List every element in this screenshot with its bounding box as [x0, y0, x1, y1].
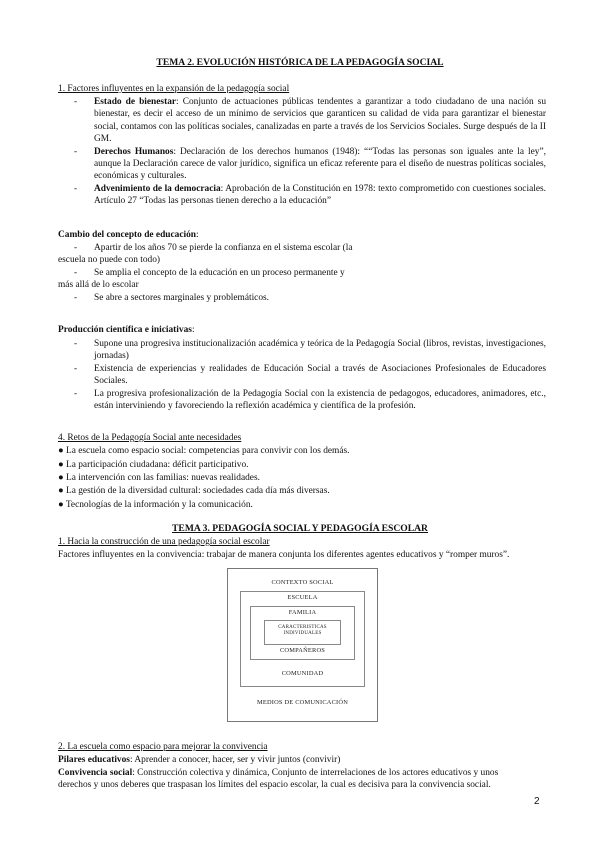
diagram-label-caracteristicas: CARACTERISTICAS — [278, 625, 327, 630]
tema2-title: TEMA 2. EVOLUCIÓN HISTÓRICA DE LA PEDAGOGÍA SOCIAL — [156, 57, 444, 68]
page-number: 2 — [534, 796, 540, 807]
diagram-label-individuales: INDIVIDUALES — [283, 631, 322, 636]
tema3-sec1-heading: 1. Hacia la construcción de una pedagogía social escolar — [58, 537, 270, 547]
list-item: - Derechos Humanos: Declaración de los derechos humanos (1948): ““Todas las personas son iguales ante la ley”, aunque la Declaración carece de valor jurídico, significa un eficaz referente para el diseño de nuestras políticas sociales, económicas y culturales. — [74, 146, 546, 182]
list-item: - La progresiva profesionalización de la Pedagogía Social con la existencia de pedagogos, educadores, animadores, etc., están interviniendo y favoreciendo la reflexión académica y científica de la profesión. — [74, 388, 546, 412]
list-item: ● La participación ciudadana: déficit participativo. — [58, 460, 249, 470]
item-text: : Declaración de los derechos humanos (1948): ““Todas las personas son iguales ante la ley”, aunque la Declaración carece de valor jurídico, significa un eficaz referente para el diseño de nuestras políticas sociales, económicas y culturales. — [94, 146, 546, 182]
convivencia-diagram — [227, 568, 378, 722]
tema2-sec1-list — [58, 96, 546, 208]
tema2-sec1-heading: 1. Factores influyentes en la expansión de la pedagogía social — [58, 84, 290, 94]
item-bold: Estado de bienestar — [94, 97, 177, 107]
list-item: - Estado de bienestar: Conjunto de actuaciones públicas tendentes a garantizar a todo ciudadano de una nación su bienestar, es decir el acceso de un mínimo de servicios que garanticen su calidad de vida para garantizar el bienestar social, contamos con las políticas sociales, canalizadas en parte a través de los Servicios Sociales. Surge después de la II GM. — [74, 97, 547, 145]
list-item: ● La intervención con las familias: nuevas realidades. — [58, 473, 260, 483]
list-item: ● Tecnologías de la información y la comunicación. — [58, 500, 253, 510]
diagram-label-medios: MEDIOS DE COMUNICACIÓN — [256, 699, 349, 706]
tema3-sec1-text: Factores influyentes en la convivencia: trabajar de manera conjunta los diferentes agentes educativos y “romper muros”. — [58, 550, 510, 560]
diagram-label-companeros: COMPAÑEROS — [279, 647, 326, 654]
convivencia-paragraph: Convivencia social: Construcción colectiva y dinámica, Conjunto de interrelaciones de los actores educativos y unos derechos y unos deberes que traspasan los límites del espacio escolar, la cual es decisiva para la convivencia social. — [58, 768, 499, 791]
diagram-label-comunidad: COMUNIDAD — [281, 670, 324, 677]
pilares-line: Pilares educativos: Aprender a conocer, hacer, ser y vivir juntos (convivir) — [58, 755, 341, 765]
list-item: ● La escuela como espacio social: competencias para convivir con los demás. — [58, 446, 350, 456]
produccion-list — [58, 338, 546, 412]
diagram-box-familia — [250, 606, 355, 660]
list-item: ● La gestión de la diversidad cultural: sociedades cada día más diversas. — [58, 486, 330, 496]
list-item: - Apartir de los años 70 se pierde la confianza en el sistema escolar (la — [74, 243, 353, 253]
list-item-wrap: escuela no puede con todo) — [58, 255, 161, 266]
list-item-wrap: más allá de lo escolar — [58, 280, 139, 291]
list-item: - Existencia de experiencias y realidades de Educación Social a través de Asociaciones Profesionales de Educadores Sociales. — [74, 363, 546, 387]
diagram-box-caracteristicas — [264, 620, 341, 645]
list-item: - Supone una progresiva institucionalización académica y teórica de la Pedagogía Social (libros, revistas, investigaciones, jornadas) — [74, 339, 546, 362]
cambio-heading: Cambio del concepto de educación: — [58, 230, 199, 240]
tema3-title: TEMA 3. PEDAGOGÍA SOCIAL Y PEDAGOGÍA ESCOLAR — [172, 523, 428, 534]
list-item: - Advenimiento de la democracia: Aprobación de la Constitución en 1978: texto comprometido con cuestiones sociales. Artículo 27 “Todas las personas tienen derecho a la educación” — [74, 183, 546, 207]
diagram-label-escuela: ESCUELA — [287, 594, 318, 601]
item-text: : Aprobación de la Constitución en 1978: texto comprometido con cuestiones sociales. Artículo 27 “Todas las personas tienen derecho a la educación” — [94, 183, 546, 207]
item-bold: Advenimiento de la democracia — [94, 183, 221, 194]
list-item: - Se amplia el concepto de la educación en un proceso permanente y — [74, 267, 345, 278]
produccion-heading: Producción científica e iniciativas: — [58, 325, 195, 335]
diagram-label-familia: FAMILIA — [288, 609, 317, 616]
diagram-label-contexto: CONTEXTO SOCIAL — [271, 579, 334, 586]
list-item: - Se abre a sectores marginales y problemáticos. — [74, 292, 270, 303]
diagram-box-escuela — [240, 591, 365, 687]
item-text: : Conjunto de actuaciones públicas tendentes a garantizar a todo ciudadano de una nación su bienestar, es decir el acceso de un mínimo de servicios que garanticen su calidad de vida para garantizar el bienestar social, contamos con las políticas sociales, canalizadas en parte a través de los Servicios Sociales. Surge después de la II GM. — [94, 97, 547, 145]
tema2-sec4-heading: 4. Retos de la Pedagogía Social ante necesidades — [58, 433, 242, 443]
cambio-list — [58, 242, 546, 304]
tema3-sec2-heading: 2. La escuela como espacio para mejorar la convivencia — [58, 742, 268, 752]
item-bold: Derechos Humanos — [94, 146, 174, 157]
